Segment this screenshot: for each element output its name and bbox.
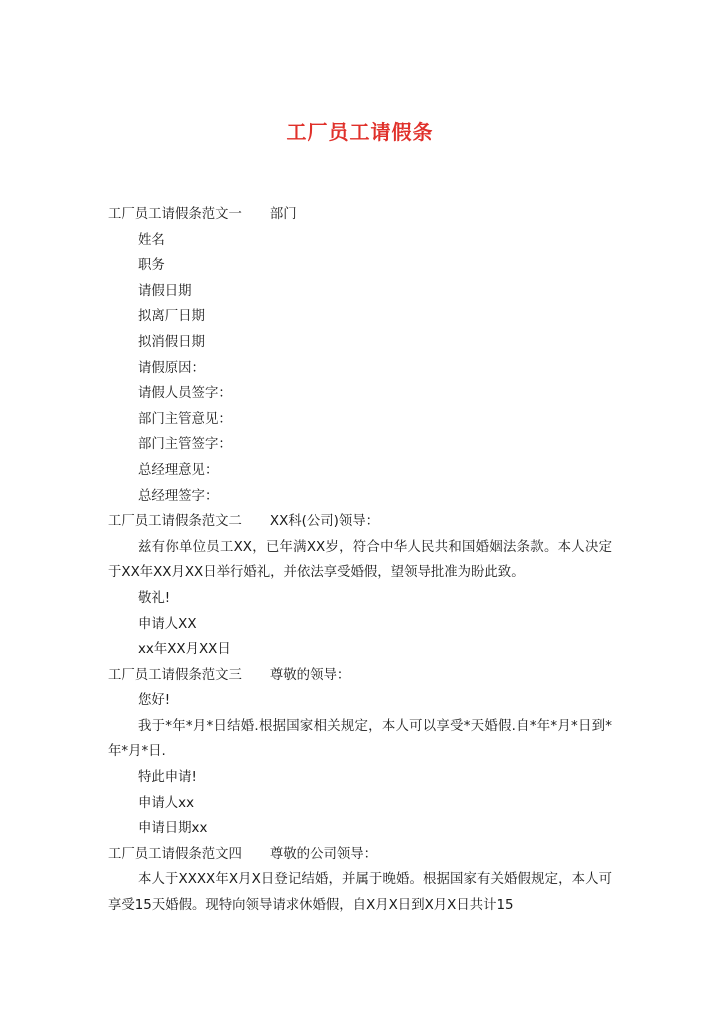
sample2-paragraph: 兹有你单位员工XX，已年满XX岁，符合中华人民共和国婚姻法条款。本人决定于XX年XX月XX日举行婚礼，并依法享受婚假，望领导批准为盼此致。 [108, 539, 612, 581]
field-supervisor-signature: 部门主管签字： [138, 437, 232, 453]
field-position: 职务 [138, 258, 165, 274]
sample3-date: 申请日期xx [138, 821, 208, 837]
field-departure-date: 拟离厂日期 [138, 309, 205, 325]
sample2-applicant: 申请人XX [138, 616, 197, 632]
field-return-date: 拟消假日期 [138, 334, 205, 350]
sample3-closing: 特此申请! [138, 770, 197, 786]
sample3-applicant: 申请人xx [138, 795, 195, 811]
sample2-heading-line [108, 509, 612, 535]
field-gm-signature: 总经理签字： [138, 488, 219, 504]
sample2-heading-right: XX科(公司)领导： [269, 514, 380, 530]
document-title: 工厂员工请假条 [286, 120, 434, 144]
sample3-heading: 工厂员工请假条范文三 [108, 667, 242, 683]
field-leave-reason: 请假原因： [138, 360, 205, 376]
field-gm-opinion: 总经理意见： [138, 462, 219, 478]
sample3-heading-line [108, 663, 612, 689]
field-applicant-signature: 请假人员签字： [138, 386, 232, 402]
document-body [108, 202, 612, 919]
sample3-paragraph: 我于*年*月*日结婚.根据国家相关规定，本人可以享受*天婚假.自*年*月*日到*年*月*日. [108, 718, 612, 760]
field-name: 姓名 [138, 232, 165, 248]
sample4-paragraph: 本人于XXXX年X月X日登记结婚，并属于晚婚。根据国家有关婚假规定，本人可享受15天婚假。现特向领导请求休婚假，自X月X日到X月X日共计15 [108, 872, 612, 914]
sample4-heading-right: 尊敬的公司领导： [269, 846, 378, 862]
sample4-heading-line [108, 842, 612, 868]
field-supervisor-opinion: 部门主管意见： [138, 411, 232, 427]
sample2-closing: 敬礼! [138, 590, 171, 606]
sample1-heading: 工厂员工请假条范文一 [108, 207, 242, 222]
sample2-heading: 工厂员工请假条范文二 [108, 514, 242, 530]
sample2-date: xx年XX月XX日 [138, 642, 231, 658]
sample3-heading-right: 尊敬的领导： [269, 667, 351, 683]
sample1-heading-right: 部门 [269, 207, 297, 222]
sample1-heading-line [108, 202, 612, 228]
sample4-heading: 工厂员工请假条范文四 [108, 846, 242, 862]
field-leave-date: 请假日期 [138, 283, 192, 299]
sample3-greeting: 您好! [138, 693, 171, 709]
